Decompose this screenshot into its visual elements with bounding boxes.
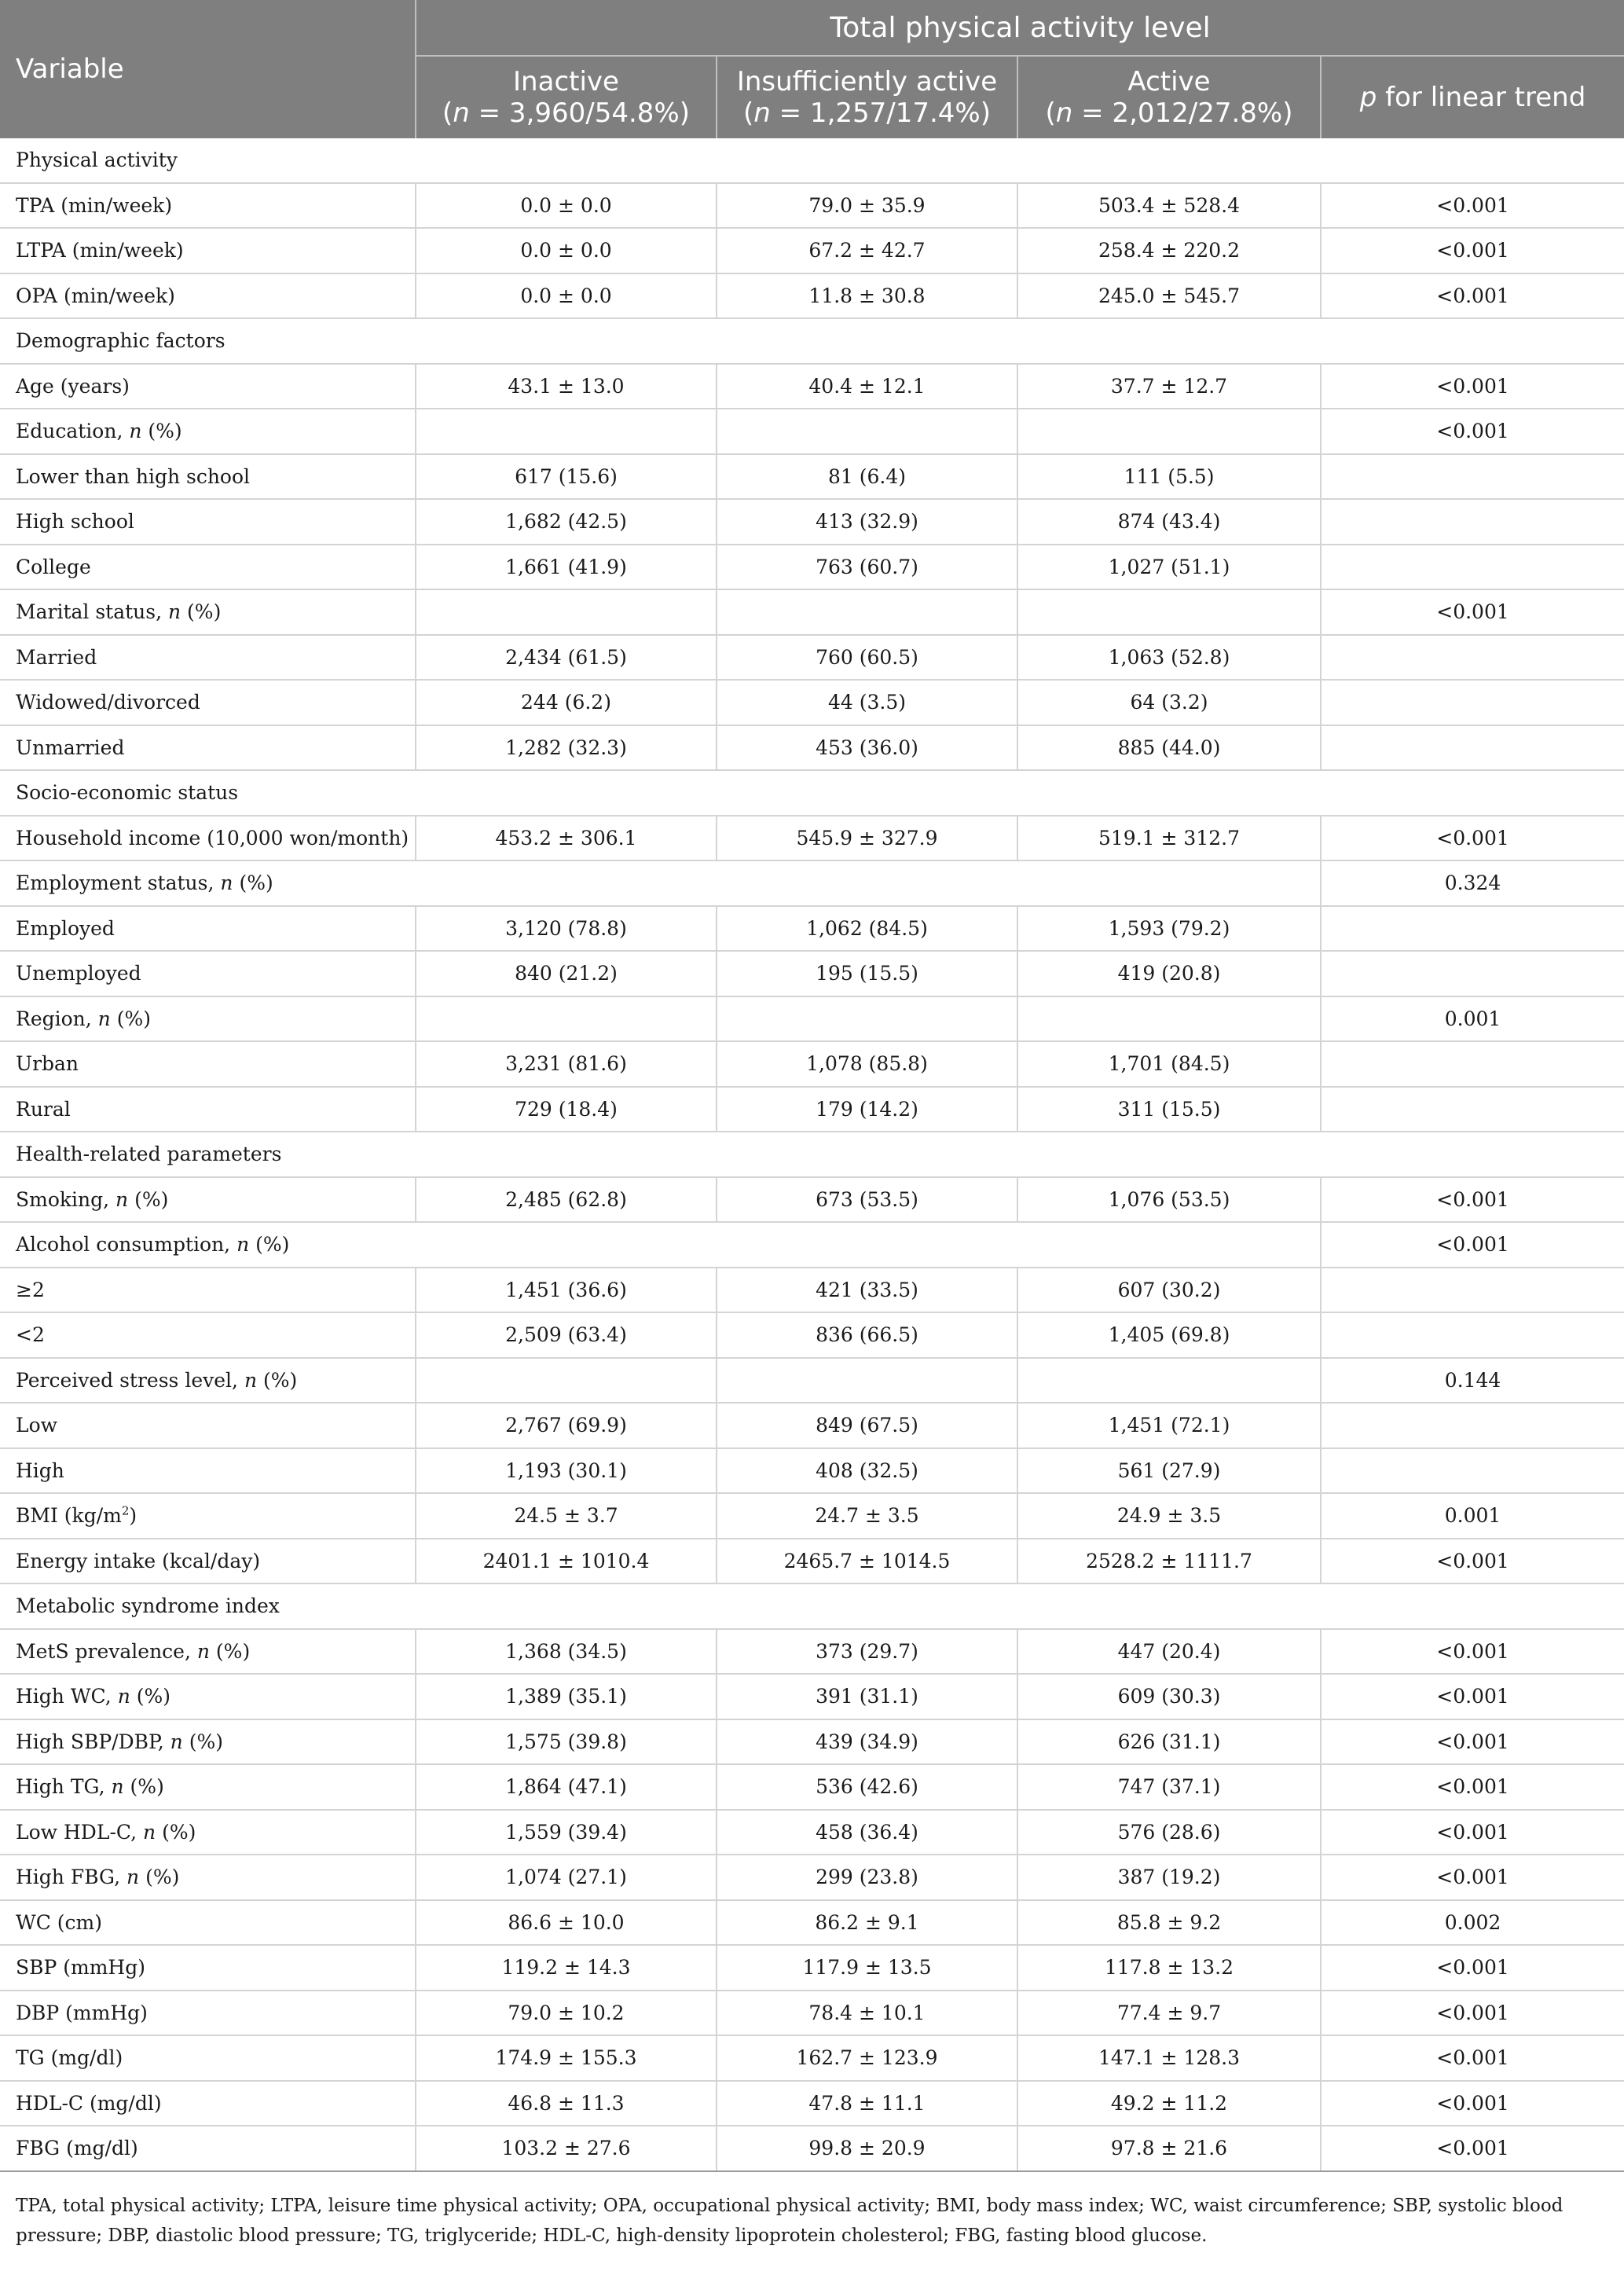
table-row: [0, 1991, 1624, 2036]
table-row: [0, 228, 1624, 273]
inactive-cell: 1,864 (47.1): [416, 1764, 717, 1810]
row-label: Lower than high school: [0, 454, 416, 500]
column-name: Active: [1127, 66, 1211, 97]
p-value-cell: <0.001: [1321, 816, 1624, 861]
table-row: [0, 1900, 1624, 1946]
insufficiently-active-cell: 78.4 ± 10.1: [717, 1991, 1017, 2036]
row-label: Married: [0, 635, 416, 681]
p-value-cell: [1321, 1041, 1624, 1087]
inactive-cell: 1,451 (36.6): [416, 1268, 717, 1313]
active-cell: 1,063 (52.8): [1017, 635, 1321, 681]
row-label: TG (mg/dl): [0, 2035, 416, 2081]
row-label: Urban: [0, 1041, 416, 1087]
row-label: Perceived stress level, n (%): [0, 1358, 416, 1404]
table-row: [0, 816, 1624, 861]
insufficiently-active-cell: 86.2 ± 9.1: [717, 1900, 1017, 1946]
p-value-cell: <0.001: [1321, 1674, 1624, 1719]
inactive-cell: 453.2 ± 306.1: [416, 816, 717, 861]
insufficiently-active-cell: 760 (60.5): [717, 635, 1017, 681]
column-n: (n = 3,960/54.8%): [442, 97, 690, 129]
active-cell: 49.2 ± 11.2: [1017, 2081, 1321, 2126]
table-row: [0, 1855, 1624, 1900]
insufficiently-active-cell: 1,078 (85.8): [717, 1041, 1017, 1087]
active-cell: [1017, 1358, 1321, 1404]
p-value-cell: [1321, 906, 1624, 952]
inactive-cell: 2,767 (69.9): [416, 1403, 717, 1448]
inactive-cell: 1,682 (42.5): [416, 499, 717, 545]
insufficiently-active-cell: 79.0 ± 35.9: [717, 183, 1017, 229]
insufficiently-active-cell: 373 (29.7): [717, 1629, 1017, 1675]
p-value-cell: [1321, 545, 1624, 590]
table-row: [0, 860, 1624, 906]
row-label: OPA (min/week): [0, 273, 416, 319]
active-cell: 1,451 (72.1): [1017, 1403, 1321, 1448]
insufficiently-active-cell: 391 (31.1): [717, 1674, 1017, 1719]
insufficiently-active-cell: [717, 409, 1017, 454]
active-cell: 311 (15.5): [1017, 1087, 1321, 1132]
inactive-cell: 1,389 (35.1): [416, 1674, 717, 1719]
inactive-cell: 86.6 ± 10.0: [416, 1900, 717, 1946]
inactive-cell: 2,485 (62.8): [416, 1177, 717, 1223]
p-value-cell: <0.001: [1321, 364, 1624, 409]
section-label: Socio-economic status: [0, 770, 1624, 816]
table-row: [0, 1041, 1624, 1087]
table-row: [0, 545, 1624, 590]
insufficiently-active-cell: 40.4 ± 12.1: [717, 364, 1017, 409]
inactive-cell: 79.0 ± 10.2: [416, 1991, 717, 2036]
insufficiently-active-cell: 408 (32.5): [717, 1448, 1017, 1494]
row-label: BMI $(kg/m^2)$: [0, 1493, 416, 1539]
active-cell: 24.9 ± 3.5: [1017, 1493, 1321, 1539]
insufficiently-active-cell: 536 (42.6): [717, 1764, 1017, 1810]
section-row: [0, 318, 1624, 364]
active-cell: 419 (20.8): [1017, 951, 1321, 996]
table-row: [0, 2035, 1624, 2081]
column-header-insufficiently-active: [717, 56, 1017, 138]
table-row: [0, 1403, 1624, 1448]
inactive-cell: 0.0 ± 0.0: [416, 273, 717, 319]
table-row: [0, 635, 1624, 681]
row-label: High SBP/DBP, n (%): [0, 1719, 416, 1765]
p-value-cell: <0.001: [1321, 1991, 1624, 2036]
inactive-cell: 0.0 ± 0.0: [416, 183, 717, 229]
table-footnote: TPA, total physical activity; LTPA, leisure time physical activity; OPA, occupational physical activity; BMI, body mass index; WC, waist circumference; SBP, systolic blood pressure; DBP, diastolic blood pressure; TG, triglyceride; HDL-C, high-density lipoprotein cholesterol; FBG, fasting blood glucose.: [16, 2196, 1564, 2246]
insufficiently-active-cell: 195 (15.5): [717, 951, 1017, 996]
row-label: College: [0, 545, 416, 590]
section-row: [0, 1583, 1624, 1629]
table-row: [0, 1358, 1624, 1404]
row-label: TPA (min/week): [0, 183, 416, 229]
table-row: [0, 1312, 1624, 1358]
p-value-cell: <0.001: [1321, 589, 1624, 635]
active-cell: 607 (30.2): [1017, 1268, 1321, 1313]
row-label: Education, n (%): [0, 409, 416, 454]
p-value-cell: <0.001: [1321, 1719, 1624, 1765]
row-label: Marital status, n (%): [0, 589, 416, 635]
section-row: [0, 138, 1624, 183]
inactive-cell: 617 (15.6): [416, 454, 717, 500]
table-row: [0, 409, 1624, 454]
column-name: Inactive: [513, 66, 619, 97]
table-row: [0, 2081, 1624, 2126]
active-cell: 626 (31.1): [1017, 1719, 1321, 1765]
active-cell: 519.1 ± 312.7: [1017, 816, 1321, 861]
active-cell: 1,701 (84.5): [1017, 1041, 1321, 1087]
table-row: [0, 364, 1624, 409]
active-cell: 64 (3.2): [1017, 680, 1321, 725]
row-label: High FBG, n (%): [0, 1855, 416, 1900]
active-cell: 609 (30.3): [1017, 1674, 1321, 1719]
table-row: [0, 589, 1624, 635]
insufficiently-active-cell: 421 (33.5): [717, 1268, 1017, 1313]
inactive-cell: 729 (18.4): [416, 1087, 717, 1132]
inactive-cell: 3,120 (78.8): [416, 906, 717, 952]
row-label: Rural: [0, 1087, 416, 1132]
table-row: [0, 1629, 1624, 1675]
insufficiently-active-cell: 299 (23.8): [717, 1855, 1017, 1900]
row-label: FBG (mg/dl): [0, 2126, 416, 2171]
active-cell: 1,027 (51.1): [1017, 545, 1321, 590]
table-row: [0, 1764, 1624, 1810]
active-cell: 874 (43.4): [1017, 499, 1321, 545]
active-cell: 111 (5.5): [1017, 454, 1321, 500]
p-value-cell: [1321, 635, 1624, 681]
inactive-cell: 2401.1 ± 1010.4: [416, 1539, 717, 1584]
section-label: Demographic factors: [0, 318, 1624, 364]
row-label: Unemployed: [0, 951, 416, 996]
table-row: [0, 1810, 1624, 1855]
p-value-cell: <0.001: [1321, 1855, 1624, 1900]
inactive-cell: 1,575 (39.8): [416, 1719, 717, 1765]
insufficiently-active-cell: 545.9 ± 327.9: [717, 816, 1017, 861]
inactive-cell: 1,661 (41.9): [416, 545, 717, 590]
insufficiently-active-cell: 24.7 ± 3.5: [717, 1493, 1017, 1539]
p-value-cell: <0.001: [1321, 183, 1624, 229]
active-cell: 147.1 ± 128.3: [1017, 2035, 1321, 2081]
inactive-cell: [416, 409, 717, 454]
row-label: Employment status, n (%): [0, 860, 1321, 906]
p-value-cell: <0.001: [1321, 1629, 1624, 1675]
inactive-cell: [416, 589, 717, 635]
insufficiently-active-cell: 11.8 ± 30.8: [717, 273, 1017, 319]
p-value-cell: [1321, 680, 1624, 725]
p-value-cell: 0.144: [1321, 1358, 1624, 1404]
row-label: DBP (mmHg): [0, 1991, 416, 2036]
row-label: Low HDL-C, n (%): [0, 1810, 416, 1855]
active-cell: 885 (44.0): [1017, 725, 1321, 771]
section-row: [0, 1132, 1624, 1177]
active-cell: 747 (37.1): [1017, 1764, 1321, 1810]
active-cell: 447 (20.4): [1017, 1629, 1321, 1675]
inactive-cell: 1,193 (30.1): [416, 1448, 717, 1494]
p-value-cell: 0.001: [1321, 996, 1624, 1042]
table-row: [0, 1448, 1624, 1494]
table-row: [0, 499, 1624, 545]
row-label: ≥2: [0, 1268, 416, 1313]
insufficiently-active-cell: 44 (3.5): [717, 680, 1017, 725]
p-value-cell: <0.001: [1321, 1945, 1624, 1991]
group-header: Total physical activity level: [416, 0, 1624, 56]
inactive-cell: 119.2 ± 14.3: [416, 1945, 717, 1991]
row-label: Energy intake (kcal/day): [0, 1539, 416, 1584]
p-value-cell: [1321, 1087, 1624, 1132]
insufficiently-active-cell: [717, 996, 1017, 1042]
column-header-active: [1017, 56, 1321, 138]
insufficiently-active-cell: 99.8 ± 20.9: [717, 2126, 1017, 2171]
p-value-cell: <0.001: [1321, 409, 1624, 454]
table-row: [0, 1674, 1624, 1719]
p-value-cell: [1321, 1312, 1624, 1358]
p-value-cell: [1321, 454, 1624, 500]
row-label: HDL-C (mg/dl): [0, 2081, 416, 2126]
inactive-cell: 1,368 (34.5): [416, 1629, 717, 1675]
insufficiently-active-cell: 673 (53.5): [717, 1177, 1017, 1223]
row-label: Employed: [0, 906, 416, 952]
table-row: [0, 1719, 1624, 1765]
inactive-cell: 0.0 ± 0.0: [416, 228, 717, 273]
active-cell: 387 (19.2): [1017, 1855, 1321, 1900]
active-cell: 245.0 ± 545.7: [1017, 273, 1321, 319]
insufficiently-active-cell: 458 (36.4): [717, 1810, 1017, 1855]
variable-header: Variable: [0, 0, 416, 138]
row-label: Low: [0, 1403, 416, 1448]
section-label: Metabolic syndrome index: [0, 1583, 1624, 1629]
row-label: Alcohol consumption, n (%): [0, 1222, 1321, 1268]
row-label: High: [0, 1448, 416, 1494]
table-row: [0, 1268, 1624, 1313]
insufficiently-active-cell: 836 (66.5): [717, 1312, 1017, 1358]
active-cell: 576 (28.6): [1017, 1810, 1321, 1855]
column-n: (n = 2,012/27.8%): [1045, 97, 1293, 129]
table-row: [0, 454, 1624, 500]
p-value-cell: [1321, 1448, 1624, 1494]
section-row: [0, 770, 1624, 816]
table-row: [0, 906, 1624, 952]
p-value-cell: <0.001: [1321, 2035, 1624, 2081]
table-row: [0, 680, 1624, 725]
p-value-cell: <0.001: [1321, 1177, 1624, 1223]
row-label: Widowed/divorced: [0, 680, 416, 725]
p-value-cell: 0.001: [1321, 1493, 1624, 1539]
section-label: Health-related parameters: [0, 1132, 1624, 1177]
active-cell: 37.7 ± 12.7: [1017, 364, 1321, 409]
insufficiently-active-cell: 117.9 ± 13.5: [717, 1945, 1017, 1991]
column-name: Insufficiently active: [736, 66, 998, 97]
insufficiently-active-cell: 1,062 (84.5): [717, 906, 1017, 952]
row-label: LTPA (min/week): [0, 228, 416, 273]
row-label: High school: [0, 499, 416, 545]
table-row: [0, 1087, 1624, 1132]
row-label: <2: [0, 1312, 416, 1358]
p-value-cell: <0.001: [1321, 1764, 1624, 1810]
table-row: [0, 725, 1624, 771]
insufficiently-active-cell: 453 (36.0): [717, 725, 1017, 771]
active-cell: 1,076 (53.5): [1017, 1177, 1321, 1223]
active-cell: 258.4 ± 220.2: [1017, 228, 1321, 273]
table-row: [0, 951, 1624, 996]
active-cell: [1017, 996, 1321, 1042]
inactive-cell: 1,282 (32.3): [416, 725, 717, 771]
active-cell: 1,593 (79.2): [1017, 906, 1321, 952]
table-row: [0, 1177, 1624, 1223]
p-value-cell: 0.324: [1321, 860, 1624, 906]
active-cell: 77.4 ± 9.7: [1017, 1991, 1321, 2036]
p-value-cell: <0.001: [1321, 1222, 1624, 1268]
inactive-cell: 3,231 (81.6): [416, 1041, 717, 1087]
p-value-cell: [1321, 725, 1624, 771]
row-label: Age (years): [0, 364, 416, 409]
insufficiently-active-cell: 2465.7 ± 1014.5: [717, 1539, 1017, 1584]
active-cell: [1017, 589, 1321, 635]
inactive-cell: 43.1 ± 13.0: [416, 364, 717, 409]
table-header: [0, 0, 1624, 138]
p-value-cell: <0.001: [1321, 1810, 1624, 1855]
column-header-p-trend: p for linear trend: [1321, 56, 1624, 138]
active-cell: 85.8 ± 9.2: [1017, 1900, 1321, 1946]
p-value-cell: <0.001: [1321, 273, 1624, 319]
active-cell: [1017, 409, 1321, 454]
inactive-cell: 840 (21.2): [416, 951, 717, 996]
table-row: [0, 273, 1624, 319]
p-value-cell: <0.001: [1321, 2126, 1624, 2171]
inactive-cell: [416, 1358, 717, 1404]
active-cell: 561 (27.9): [1017, 1448, 1321, 1494]
column-n: (n = 1,257/17.4%): [743, 97, 991, 129]
active-cell: 2528.2 ± 1111.7: [1017, 1539, 1321, 1584]
table-row: [0, 996, 1624, 1042]
p-value-cell: <0.001: [1321, 2081, 1624, 2126]
insufficiently-active-cell: 67.2 ± 42.7: [717, 228, 1017, 273]
insufficiently-active-cell: 162.7 ± 123.9: [717, 2035, 1017, 2081]
p-value-cell: <0.001: [1321, 1539, 1624, 1584]
active-cell: 97.8 ± 21.6: [1017, 2126, 1321, 2171]
insufficiently-active-cell: 179 (14.2): [717, 1087, 1017, 1132]
insufficiently-active-cell: 763 (60.7): [717, 545, 1017, 590]
p-value-cell: 0.002: [1321, 1900, 1624, 1946]
row-label: MetS prevalence, n (%): [0, 1629, 416, 1675]
insufficiently-active-cell: [717, 589, 1017, 635]
p-value-cell: [1321, 1403, 1624, 1448]
section-label: Physical activity: [0, 138, 1624, 183]
table-row: [0, 1222, 1624, 1268]
p-value-cell: [1321, 951, 1624, 996]
inactive-cell: 24.5 ± 3.7: [416, 1493, 717, 1539]
table-row: [0, 1539, 1624, 1584]
p-value-cell: [1321, 499, 1624, 545]
row-label: Unmarried: [0, 725, 416, 771]
table-row: [0, 2126, 1624, 2171]
row-label: Region, n (%): [0, 996, 416, 1042]
table-row: [0, 183, 1624, 229]
inactive-cell: 1,074 (27.1): [416, 1855, 717, 1900]
insufficiently-active-cell: 47.8 ± 11.1: [717, 2081, 1017, 2126]
p-value-cell: [1321, 1268, 1624, 1313]
insufficiently-active-cell: 849 (67.5): [717, 1403, 1017, 1448]
insufficiently-active-cell: 413 (32.9): [717, 499, 1017, 545]
row-label: WC (cm): [0, 1900, 416, 1946]
p-value-cell: <0.001: [1321, 228, 1624, 273]
inactive-cell: 244 (6.2): [416, 680, 717, 725]
inactive-cell: [416, 996, 717, 1042]
row-label: Smoking, n (%): [0, 1177, 416, 1223]
inactive-cell: 2,434 (61.5): [416, 635, 717, 681]
column-header-inactive: [416, 56, 717, 138]
table-body: [0, 138, 1624, 2171]
row-label: High WC, n (%): [0, 1674, 416, 1719]
insufficiently-active-cell: [717, 1358, 1017, 1404]
insufficiently-active-cell: 81 (6.4): [717, 454, 1017, 500]
active-cell: 503.4 ± 528.4: [1017, 183, 1321, 229]
row-label: Household income (10,000 won/month): [0, 816, 416, 861]
table-row: [0, 1945, 1624, 1991]
row-label: High TG, n (%): [0, 1764, 416, 1810]
inactive-cell: 174.9 ± 155.3: [416, 2035, 717, 2081]
insufficiently-active-cell: 439 (34.9): [717, 1719, 1017, 1765]
inactive-cell: 103.2 ± 27.6: [416, 2126, 717, 2171]
inactive-cell: 1,559 (39.4): [416, 1810, 717, 1855]
row-label: SBP (mmHg): [0, 1945, 416, 1991]
table-row: [0, 1493, 1624, 1539]
active-cell: 117.8 ± 13.2: [1017, 1945, 1321, 1991]
active-cell: 1,405 (69.8): [1017, 1312, 1321, 1358]
inactive-cell: 46.8 ± 11.3: [416, 2081, 717, 2126]
inactive-cell: 2,509 (63.4): [416, 1312, 717, 1358]
